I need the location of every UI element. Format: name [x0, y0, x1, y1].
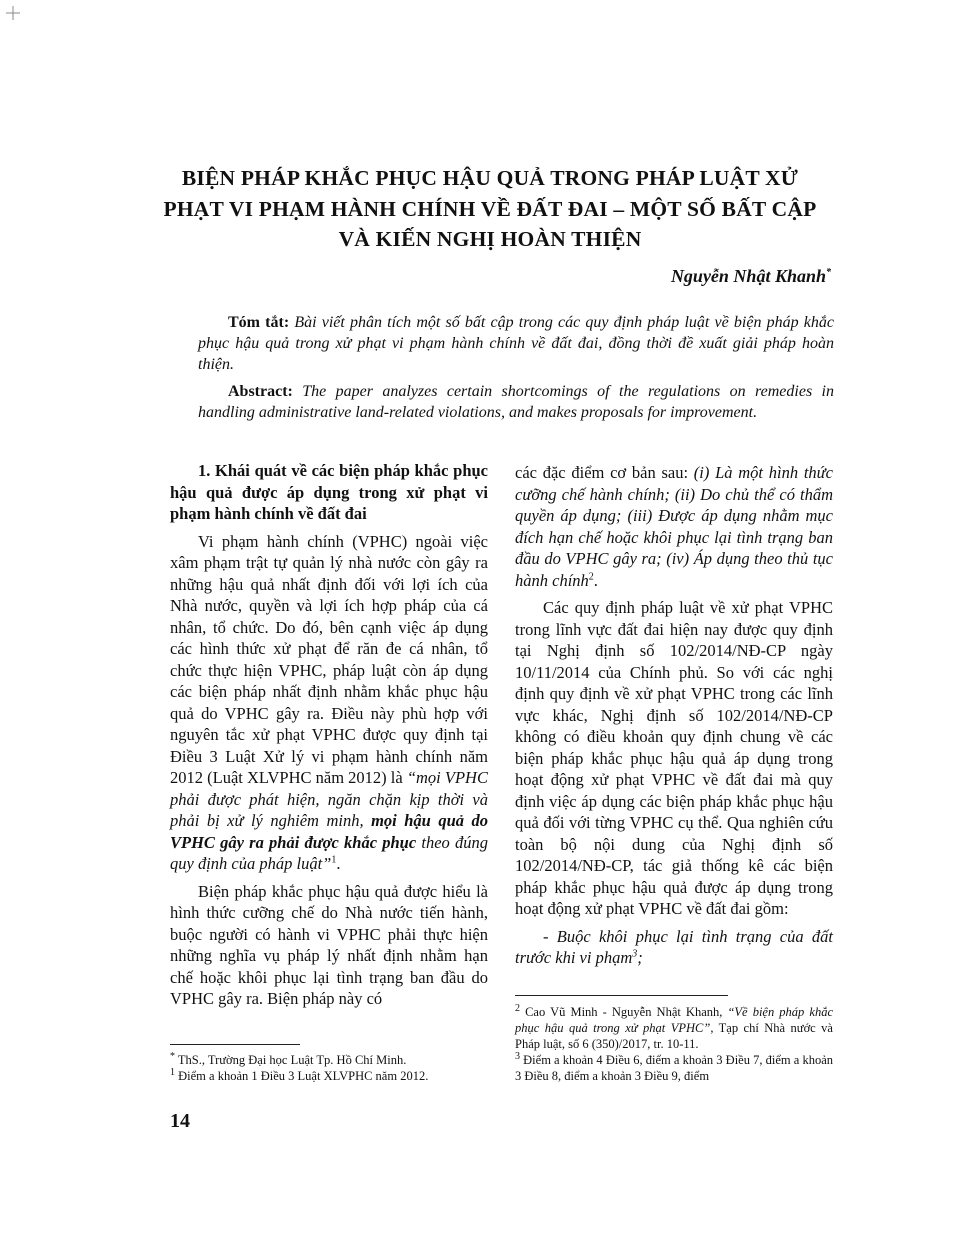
right-p3-text: - Buộc khôi phục lại tình trạng của đất trước khi vi phạm: [515, 926, 833, 967]
right-paragraph-2: Các quy định pháp luật về xử phạt VPHC trong lĩnh vực đất đai hiện nay được quy định tại Nghị định số 102/2014/NĐ-CP ngày 10/11/2014 của Chính phủ. So với các nghị định quy định về xử phạt VPHC trong các lĩnh vực khác, Nghị định số 102/2014/NĐ-CP không có điều khoản quy định chung về các biện pháp khắc phục hậu quả áp dụng trong hoạt động xử phạt VPHC về đất đai mà quy định việc áp dụng các biện pháp khắc phục hậu quả đối với từng VPHC cụ thể. Qua nghiên cứu toàn bộ nội dung của Nghị định số 102/2014/NĐ-CP, tác giả thống kê các biện pháp khắc phục hậu quả được áp dụng trong hoạt động xử phạt VPHC về đất đai gồm:: [515, 598, 833, 918]
right-column: [515, 462, 833, 975]
footnote-3: [515, 1052, 833, 1084]
footnote-ref-1: 1: [331, 854, 337, 866]
footnote-ref-3: 3: [632, 948, 638, 960]
article-title: BIỆN PHÁP KHẮC PHỤC HẬU QUẢ TRONG PHÁP LUẬT XỬ PHẠT VI PHẠM HÀNH CHÍNH VỀ ĐẤT ĐAI – MỘT SỐ BẤT CẬP VÀ KIẾN NGHỊ HOÀN THIỆN: [163, 166, 817, 251]
author-name: Nguyễn Nhật Khanh: [670, 266, 826, 286]
left-column: [170, 460, 488, 1016]
left-p1-quote-end: theo đúng quy định của pháp luật”: [170, 832, 488, 873]
footnote-1-mark: 1: [170, 1066, 175, 1078]
footnote-1-text: Điểm a khoản 1 Điều 3 Luật XLVPHC năm 2012.: [175, 1069, 429, 1083]
summary-en-label: Abstract:: [228, 383, 293, 400]
footnote-star: [170, 1052, 488, 1068]
footnote-2-mark: 2: [515, 1002, 520, 1014]
summary-en: [198, 381, 834, 423]
left-paragraph-2: Biện pháp khắc phục hậu quả được hiểu là hình thức cưỡng chế do Nhà nước tiến hành, buộc người có hành vi VPHC phải thực hiện những nghĩa vụ pháp lý nhất định nhằm hạn chế hoặc khôi phục lại tình trạng ban đầu do VPHC gây ra. Biện pháp này có: [170, 881, 488, 1008]
left-paragraph-1: [170, 531, 488, 875]
footnote-2-source: , Tạp chí Nhà nước và Pháp luật, số 6 (350)/2017, tr. 10-11.: [515, 1021, 833, 1051]
page-number: 14: [170, 1110, 190, 1132]
section-heading: 1. Khái quát về các biện pháp khắc phục hậu quả được áp dụng trong xử phạt vi phạm hành chính về đất đai: [170, 461, 488, 523]
left-p1-end: .: [336, 854, 341, 873]
left-p1-quote: “mọi VPHC phải được phát hiện, ngăn chặn kịp thời và phải bị xử lý nghiêm minh,: [170, 768, 488, 830]
right-paragraph-1: [515, 462, 833, 591]
left-p1-emphasis: mọi hậu quả do VPHC gây ra phải được khắc phục: [170, 811, 488, 852]
footnotes-right: [515, 1004, 833, 1084]
author-line: [671, 266, 831, 287]
footnote-star-mark: *: [170, 1050, 175, 1062]
summary-en-text: The paper analyzes certain shortcomings of the regulations on remedies in handling administrative land-related violations, and makes proposals for improvement.: [198, 383, 835, 421]
footnotes-left: [170, 1052, 488, 1084]
right-p3-end: ;: [637, 948, 643, 967]
left-p1-text: Vi phạm hành chính (VPHC) ngoài việc xâm phạm trật tự quản lý nhà nước còn gây ra những hậu quả nhất định đối với lợi ích của Nhà nước, quyền và lợi ích hợp pháp của cá nhân, tổ chức. Do đó, bên cạnh việc áp dụng các hình thức xử phạt để răn đe cá nhân, tổ chức thực hiện VPHC, pháp luật còn áp dụng các biện pháp nhất định nhằm khắc phục hậu quả do VPHC gây ra. Điều này phù hợp với nguyên tắc xử phạt VPHC được quy định tại Điều 3 Luật Xử lý vi phạm hành chính năm 2012 (Luật XLVPHC năm 2012) là: [170, 531, 488, 787]
footnote-2-text: Cao Vũ Minh - Nguyễn Nhật Khanh,: [520, 1005, 728, 1019]
right-paragraph-3: [515, 926, 833, 969]
right-p1-text: các đặc điểm cơ bản sau:: [515, 463, 694, 482]
footnote-divider-left: [170, 1044, 300, 1045]
right-p1-list: (i) Là một hình thức cưỡng chế hành chính; (ii) Do chủ thể có thẩm quyền áp dụng; (iii) Được áp dụng nhằm mục đích hạn chế hoặc khôi phục lại tình trạng ban đầu do VPHC gây ra; (iv) Áp dụng theo thủ tục hành chính: [515, 463, 833, 590]
author-mark: *: [826, 267, 831, 278]
footnote-1: [170, 1068, 488, 1084]
summary-vi: [198, 312, 834, 375]
right-p1-end: .: [593, 570, 598, 590]
footnote-2: [515, 1004, 833, 1052]
summary-vi-label: Tóm tắt:: [228, 314, 290, 331]
footnote-3-text: Điểm a khoản 4 Điều 6, điểm a khoản 3 Điều 7, điểm a khoản 3 Điều 8, điểm a khoản 3 Điều 9, điểm: [515, 1053, 833, 1083]
footnote-2-title: “Về biện pháp khắc phục hậu quả trong xử phạt VPHC”: [515, 1005, 833, 1035]
footnote-3-mark: 3: [515, 1050, 520, 1062]
footnote-divider-right: [515, 995, 728, 996]
footnote-star-text: ThS., Trường Đại học Luật Tp. Hồ Chí Minh.: [175, 1053, 407, 1067]
crop-mark-icon: [6, 6, 20, 20]
summary-vi-text: Bài viết phân tích một số bất cập trong các quy định pháp luật về biện pháp khắc phục hậu quả trong xử phạt vi phạm hành chính về đất đai, đồng thời đề xuất giải pháp hoàn thiện.: [198, 314, 834, 373]
footnote-ref-2: 2: [588, 571, 594, 582]
